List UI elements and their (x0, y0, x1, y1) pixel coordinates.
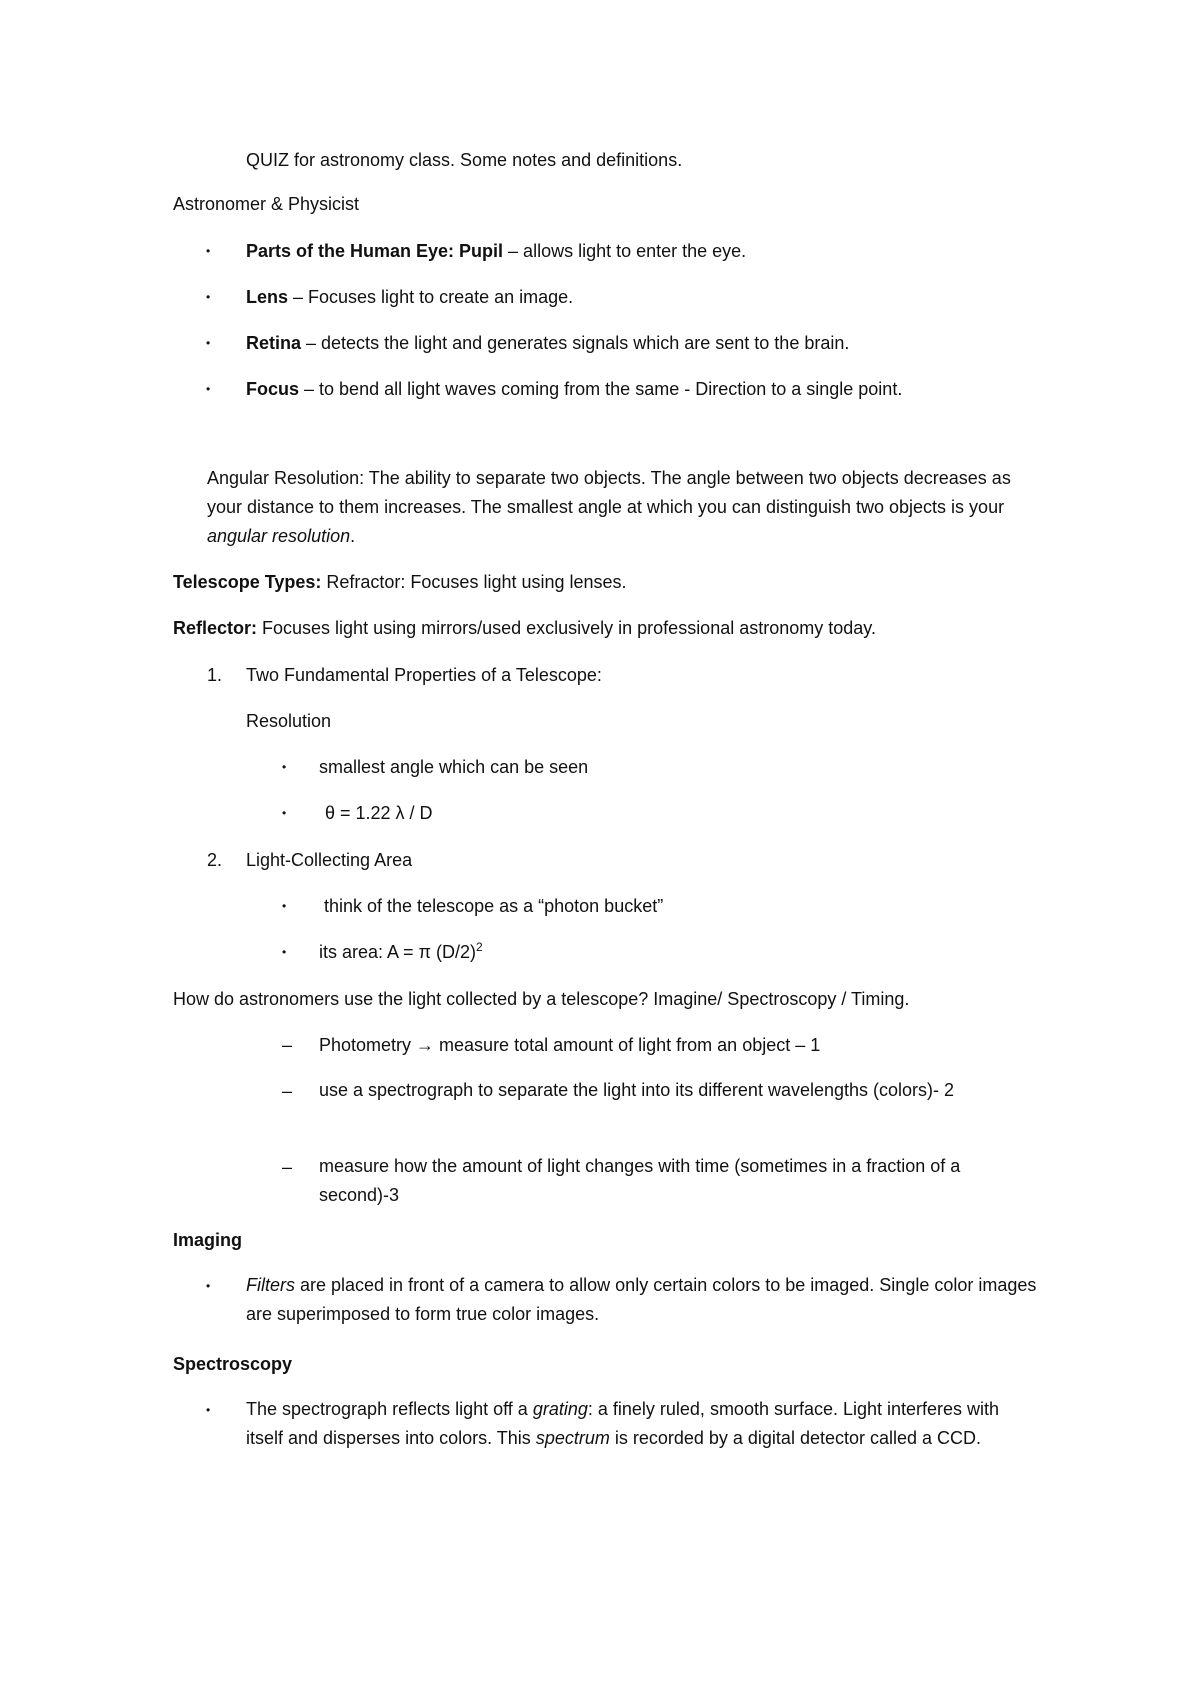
list-item: Two Fundamental Properties of a Telescope: (246, 665, 602, 685)
dash-icon: – (282, 1081, 293, 1101)
angular-resolution-paragraph: Angular Resolution: The ability to separate two objects. The angle between two objects decreases as your distance to them increases. The smallest angle at which you can distinguish two objects is your angular resolution. (207, 468, 1011, 546)
dash-icon: – (282, 1035, 293, 1055)
reflector-line: Reflector: Focuses light using mirrors/used exclusively in professional astronomy today. (173, 618, 876, 638)
area-formula: its area: A = π $(D/2)^2$ (319, 940, 483, 962)
bullet-icon: • (282, 945, 287, 959)
doc-subtitle: Astronomer & Physicist (173, 194, 360, 214)
reflector-label: Reflector: (173, 618, 258, 638)
bullet-icon: • (206, 336, 211, 350)
list-item: Photometry → measure total amount of light from an object – 1 (319, 1035, 821, 1055)
list-item: measure how the amount of light changes with time (sometimes in a fraction of a second)-3 (319, 1156, 961, 1205)
list-item: smallest angle which can be seen (319, 757, 589, 777)
list-number: 2. (207, 850, 223, 870)
imaging-heading: Imaging (173, 1230, 243, 1250)
bullet-icon: • (282, 806, 287, 820)
eye-pupil-term: Parts of the Human Eye: Pupil (246, 241, 504, 261)
doc-title: QUIZ for astronomy class. Some notes and definitions. (246, 150, 683, 170)
eye-retina-term: Retina (246, 333, 302, 353)
eye-retina-item (246, 332, 849, 354)
bullet-icon: • (206, 1279, 211, 1293)
spectroscopy-heading: Spectroscopy (173, 1354, 293, 1374)
eye-lens-term: Lens (246, 287, 289, 307)
telescope-types-label: Telescope Types: (173, 572, 322, 592)
resolution-heading: Resolution (246, 711, 332, 731)
eye-retina-def: – detects the light and generates signals which are sent to the brain. (301, 333, 850, 353)
list-item: Light-Collecting Area (246, 850, 413, 870)
bullet-icon: • (206, 290, 211, 304)
question-line: How do astronomers use the light collected by a telescope? Imagine/ Spectroscopy / Timing. (173, 989, 910, 1009)
list-item: use a spectrograph to separate the light into its different wavelengths (colors)- 2 (319, 1080, 955, 1100)
dash-icon: – (282, 1157, 293, 1177)
eye-pupil-def: – allows light to enter the eye. (503, 241, 747, 261)
resolution-formula: θ = 1.22 λ / D (325, 803, 433, 823)
bullet-icon: • (206, 1403, 211, 1417)
list-number: 1. (207, 665, 223, 685)
telescope-types-line: Telescope Types: Refractor: Focuses light using lenses. (173, 572, 627, 592)
list-item: think of the telescope as a “photon bucket” (324, 896, 664, 916)
eye-lens-item (246, 286, 573, 308)
bullet-icon: • (282, 760, 287, 774)
bullet-icon: • (282, 899, 287, 913)
eye-pupil-item (246, 240, 746, 262)
spectroscopy-paragraph: The spectrograph reflects light off a grating: a finely ruled, smooth surface. Light interferes with itself and disperses into colors. This spectrum is recorded by a digital detector called a CCD. (246, 1399, 1000, 1448)
bullet-icon: • (206, 244, 211, 258)
eye-focus-term: Focus (246, 379, 300, 399)
eye-focus-def: – to bend all light waves coming from the same - Direction to a single point. (299, 379, 903, 399)
bullet-icon: • (206, 382, 211, 396)
eye-lens-def: – Focuses light to create an image. (288, 287, 574, 307)
imaging-paragraph: Filters are placed in front of a camera to allow only certain colors to be imaged. Single color images are superimposed to form true color images. (246, 1275, 1037, 1324)
eye-focus-item (246, 378, 902, 400)
